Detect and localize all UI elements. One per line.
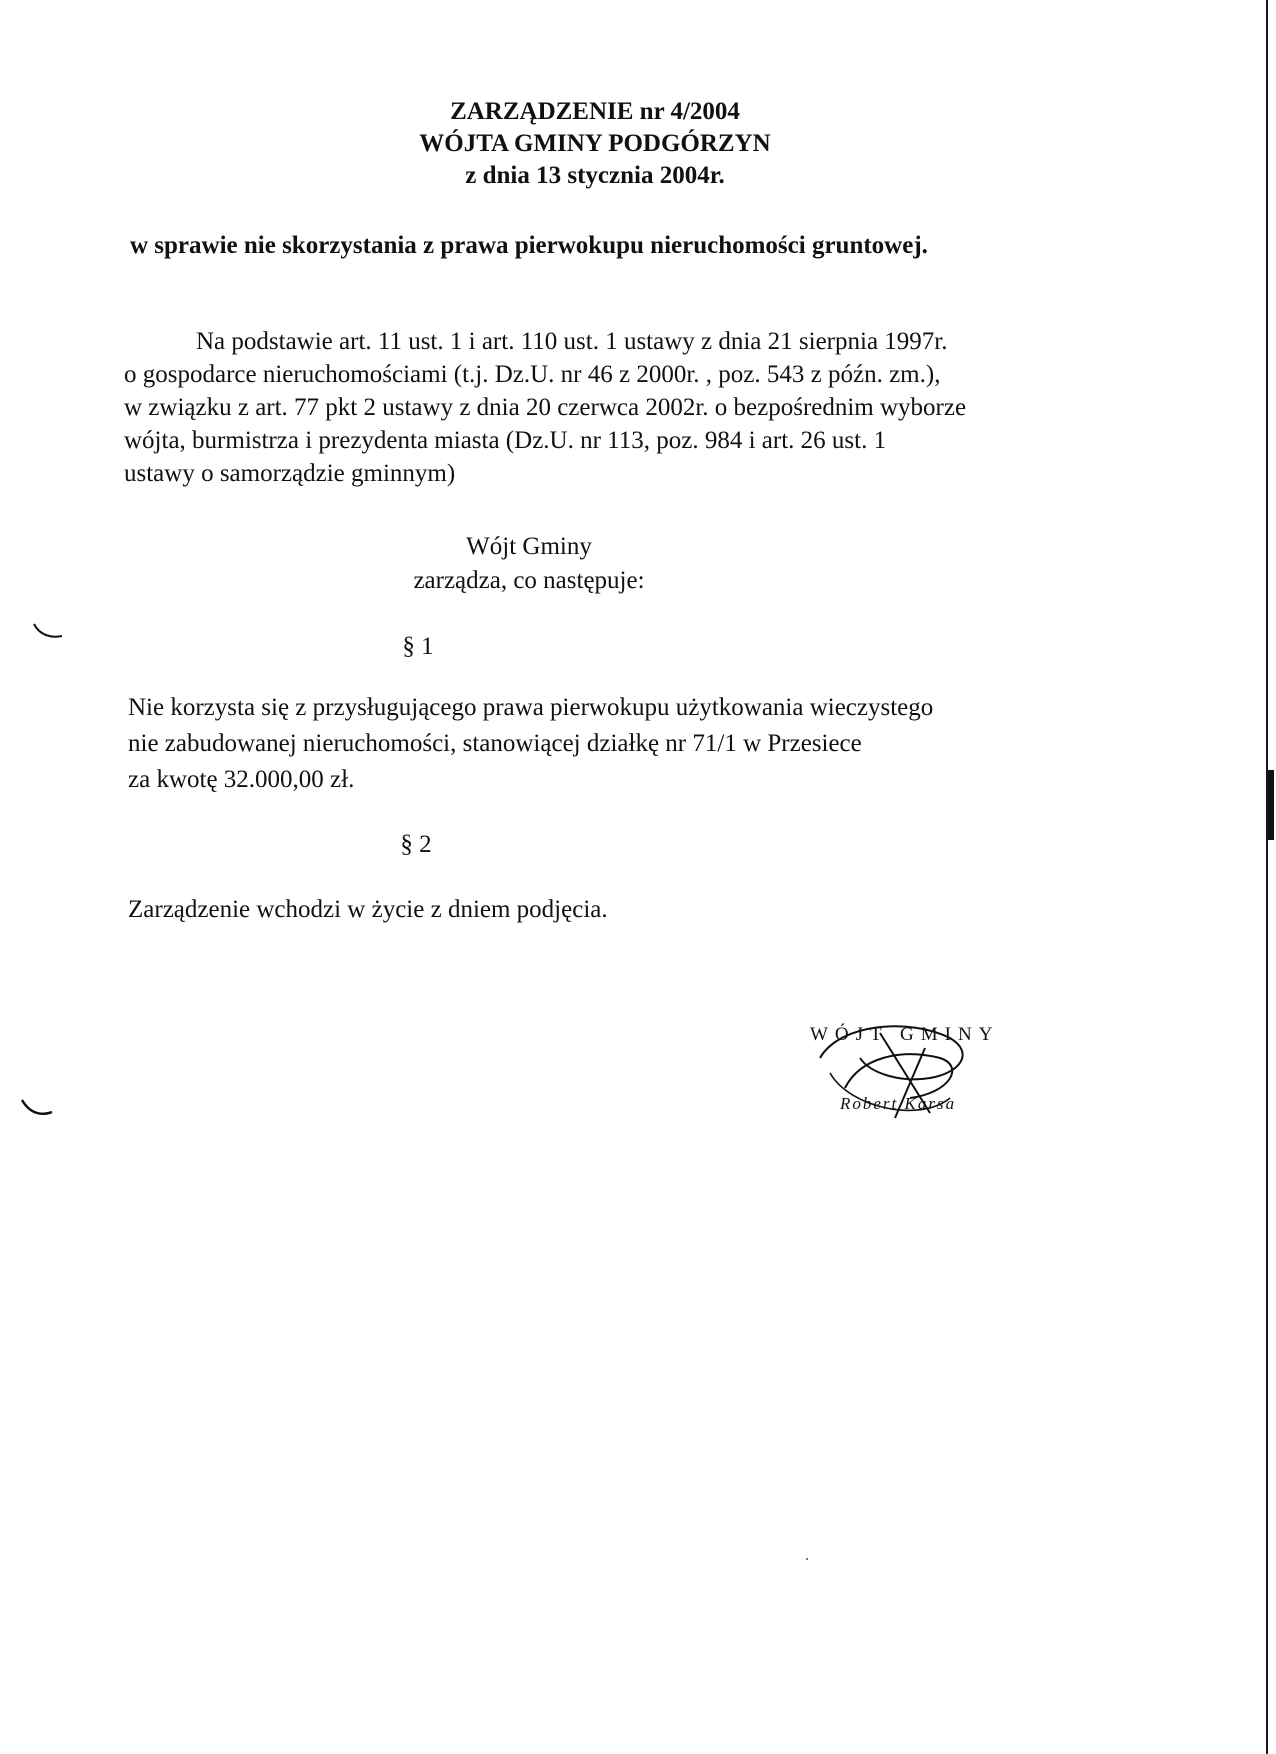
legal-basis-line: w związku z art. 77 pkt 2 ustawy z dnia 20 czerwca 2002r. o bezpośrednim wyborze	[124, 394, 967, 421]
stamp-title: WÓJT GMINY	[810, 1024, 1000, 1045]
issuer-title: WÓJTA GMINY PODGÓRZYN	[419, 130, 771, 157]
section-1-line: Nie korzysta się z przysługującego prawa pierwokupu użytkowania wieczystego	[128, 694, 934, 721]
scan-edge-mark	[1268, 770, 1274, 840]
scan-edge	[1266, 0, 1268, 1754]
legal-basis	[124, 325, 966, 490]
section-1-line: za kwotę 32.000,00 zł.	[128, 766, 355, 793]
stamp-name: Robert Karsa	[840, 1094, 957, 1113]
ordinance-date: z dnia 13 stycznia 2004r.	[465, 162, 725, 189]
margin-mark	[32, 622, 66, 642]
section-1-line: nie zabudowanej nieruchomości, stanowiącej działkę nr 71/1 w Przesiece	[128, 730, 862, 757]
handwritten-signature	[800, 1018, 1030, 1128]
section-1-heading: § 1	[402, 633, 434, 660]
margin-mark	[20, 1098, 56, 1120]
signature-stamp	[800, 1018, 1030, 1128]
authority-block	[0, 530, 1276, 598]
section-1-text	[128, 690, 933, 798]
section-2-heading: § 2	[400, 831, 432, 858]
document-header	[0, 96, 1276, 192]
ordinance-subject: w sprawie nie skorzystania z prawa pierwokupu nieruchomości gruntowej.	[130, 232, 928, 259]
legal-basis-line: wójta, burmistrza i prezydenta miasta (Dz.U. nr 113, poz. 984 i art. 26 ust. 1	[124, 427, 887, 454]
authority-clause: zarządza, co następuje:	[413, 567, 645, 594]
authority-name: Wójt Gminy	[466, 533, 592, 560]
scan-speck	[806, 1558, 808, 1560]
ordinance-title: ZARZĄDZENIE nr 4/2004	[450, 98, 740, 125]
section-2-text: Zarządzenie wchodzi w życie z dniem podjęcia.	[128, 896, 608, 923]
legal-basis-line: Na podstawie art. 11 ust. 1 i art. 110 ust. 1 ustawy z dnia 21 sierpnia 1997r.	[196, 328, 948, 355]
legal-basis-line: o gospodarce nieruchomościami (t.j. Dz.U. nr 46 z 2000r. , poz. 543 z późn. zm.),	[124, 361, 941, 388]
legal-basis-line: ustawy o samorządzie gminnym)	[124, 460, 456, 487]
